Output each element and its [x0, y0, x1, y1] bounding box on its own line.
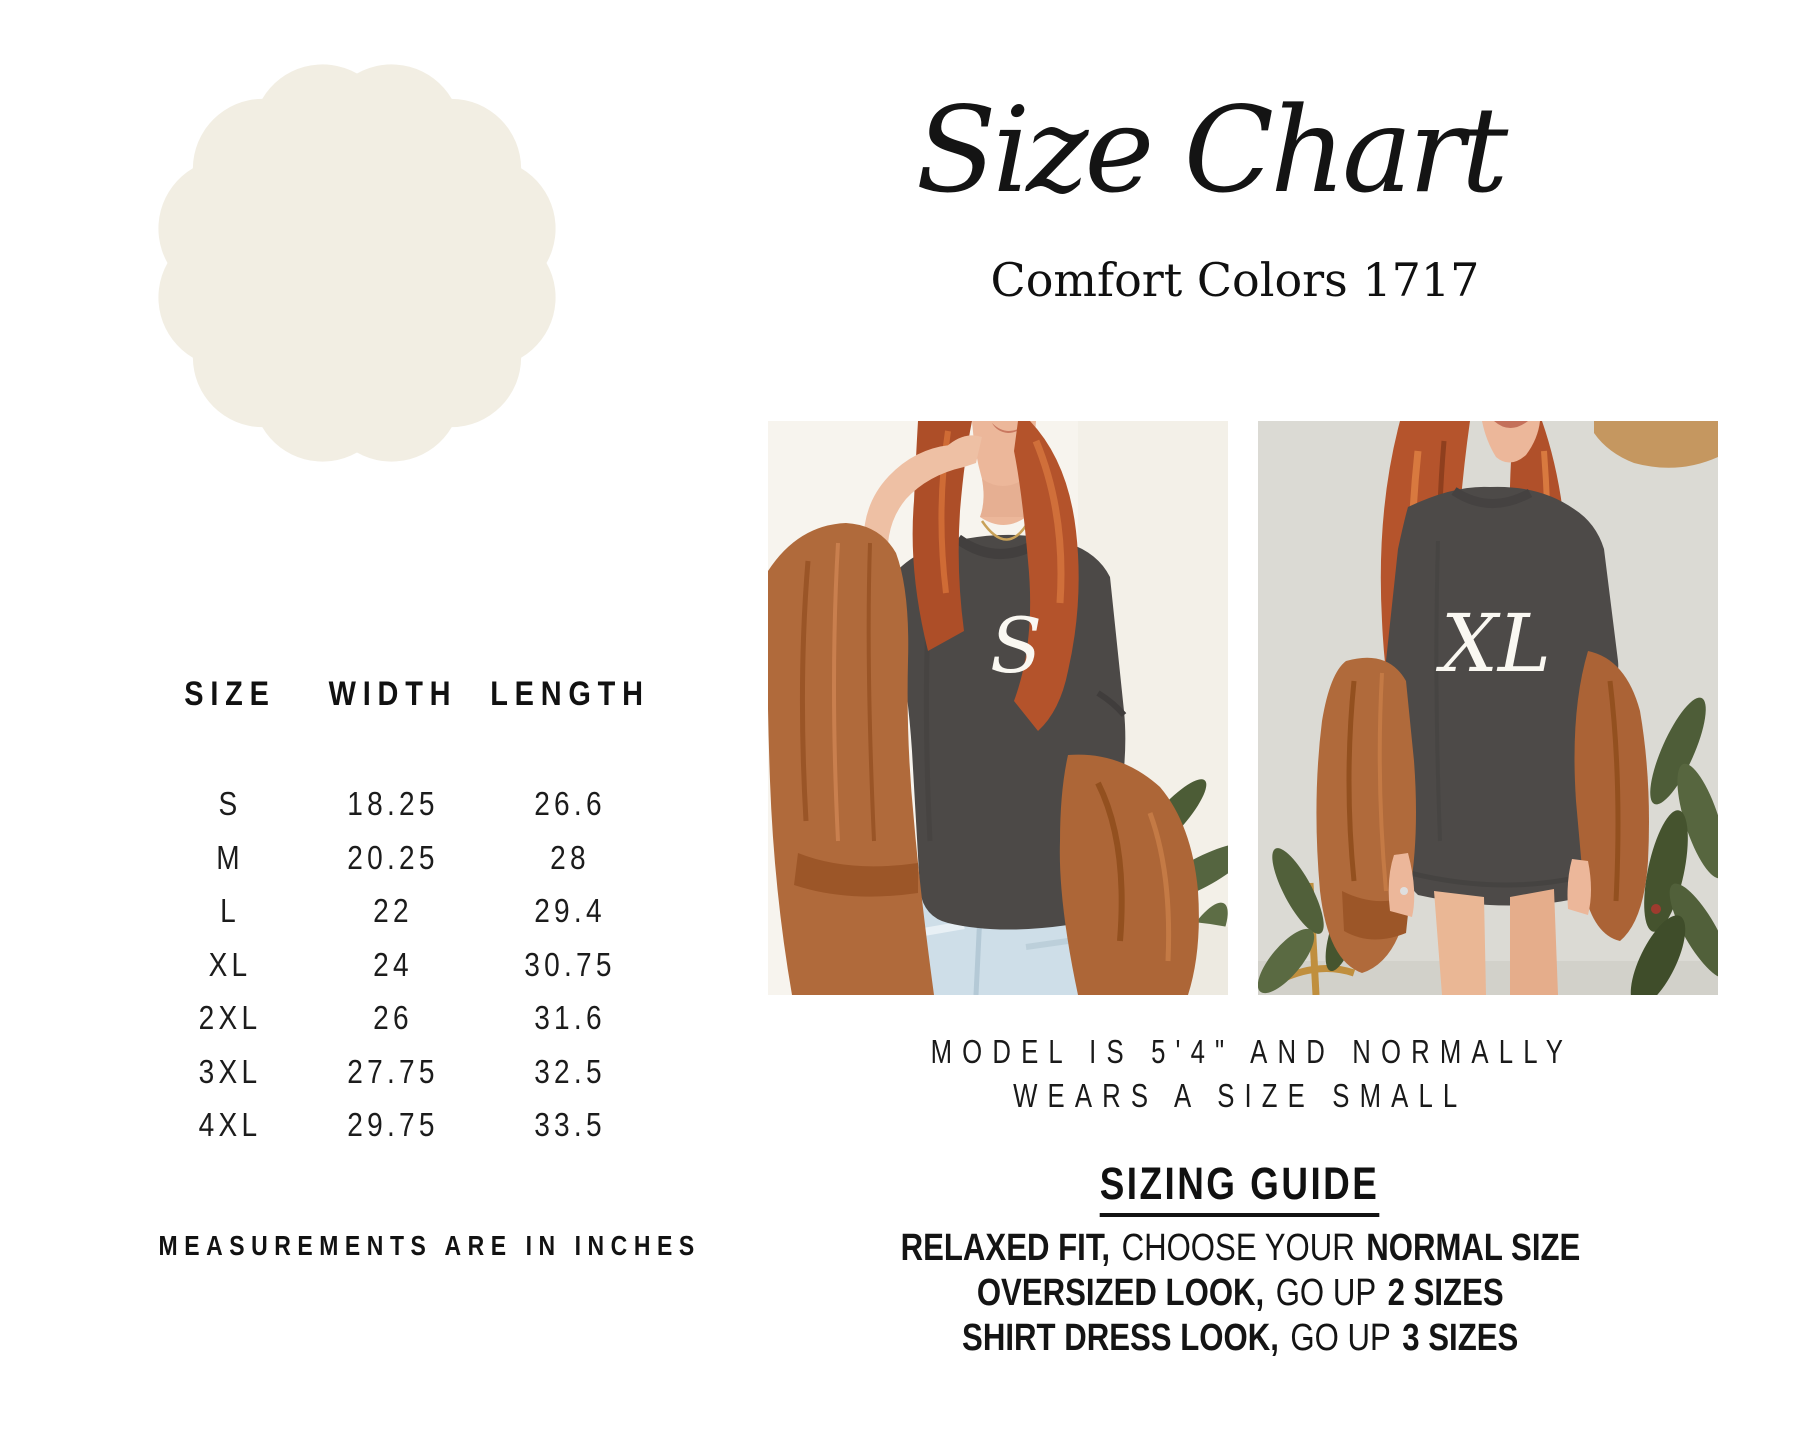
- column-header-width: WIDTH: [328, 675, 458, 713]
- guide-bold-segment: OVERSIZED LOOK,: [976, 1272, 1264, 1314]
- guide-bold-segment: RELAXED FIT,: [900, 1227, 1110, 1269]
- width-value: 22: [373, 892, 413, 929]
- length-value: 30.75: [524, 946, 616, 983]
- shirt-size-label-s: S: [989, 601, 1043, 690]
- scalloped-blob: [148, 56, 566, 470]
- length-value: 31.6: [534, 999, 606, 1036]
- guide-regular-segment: GO UP: [1290, 1317, 1391, 1359]
- guide-bold-segment: NORMAL SIZE: [1365, 1227, 1580, 1269]
- ring: [1400, 887, 1408, 895]
- length-value: 33.5: [534, 1106, 606, 1143]
- guide-line-oversized: [790, 1271, 1690, 1316]
- guide-regular-segment: CHOOSE YOUR: [1121, 1227, 1355, 1269]
- page-title: Size Chart: [915, 81, 1505, 219]
- column-header-size: SIZE: [184, 675, 276, 713]
- column-header-length: LENGTH: [490, 675, 650, 713]
- table-row: [80, 947, 720, 987]
- size-table: [80, 676, 720, 1146]
- model-caption-line1: MODEL IS 5'4" AND NORMALLY: [930, 1033, 1574, 1070]
- table-row: [80, 840, 720, 880]
- width-value: 24: [373, 946, 413, 983]
- width-value: 26: [373, 999, 413, 1036]
- length-value: 32.5: [534, 1053, 606, 1090]
- model-photo-size-s: [768, 421, 1228, 995]
- length-value: 28: [550, 839, 590, 876]
- width-value: 20.25: [347, 839, 439, 876]
- sizing-guide-heading: SIZING GUIDE: [940, 1158, 1540, 1217]
- photo-illustration-xl: [1258, 421, 1718, 995]
- guide-bold-segment: 2 SIZES: [1387, 1272, 1504, 1314]
- table-row: [80, 1000, 720, 1040]
- page-subtitle: Comfort Colors 1717: [990, 253, 1480, 307]
- model-caption: [840, 1030, 1640, 1118]
- length-value: 26.6: [534, 785, 606, 822]
- size-value: 4XL: [198, 1106, 262, 1143]
- blob-shape: [158, 64, 555, 461]
- width-value: 27.75: [347, 1053, 439, 1090]
- table-header-row: [80, 676, 720, 716]
- size-value: 2XL: [198, 999, 262, 1036]
- model-caption-line2: WEARS A SIZE SMALL: [1012, 1077, 1468, 1114]
- guide-regular-segment: GO UP: [1275, 1272, 1376, 1314]
- size-value: S: [218, 785, 242, 822]
- size-value: XL: [208, 946, 252, 983]
- table-row: [80, 1107, 720, 1147]
- shirt-size-label-xl: XL: [1440, 597, 1552, 690]
- table-row: [80, 786, 720, 826]
- size-value: L: [220, 892, 240, 929]
- photo-illustration-s: [768, 421, 1228, 995]
- guide-bold-segment: SHIRT DRESS LOOK,: [961, 1317, 1279, 1359]
- guide-line-relaxed: [790, 1226, 1690, 1271]
- measurements-note: MEASUREMENTS ARE IN INCHES: [158, 1230, 701, 1261]
- guide-bold-segment: 3 SIZES: [1402, 1317, 1519, 1359]
- model-photo-size-xl: [1258, 421, 1718, 995]
- size-value: 3XL: [198, 1053, 262, 1090]
- width-value: 29.75: [347, 1106, 439, 1143]
- table-row: [80, 893, 720, 933]
- table-row: [80, 1054, 720, 1094]
- length-value: 29.4: [534, 892, 606, 929]
- width-value: 18.25: [347, 785, 439, 822]
- guide-line-shirt-dress: [790, 1316, 1690, 1361]
- size-value: M: [216, 839, 244, 876]
- sizing-guide-lines: [790, 1226, 1690, 1361]
